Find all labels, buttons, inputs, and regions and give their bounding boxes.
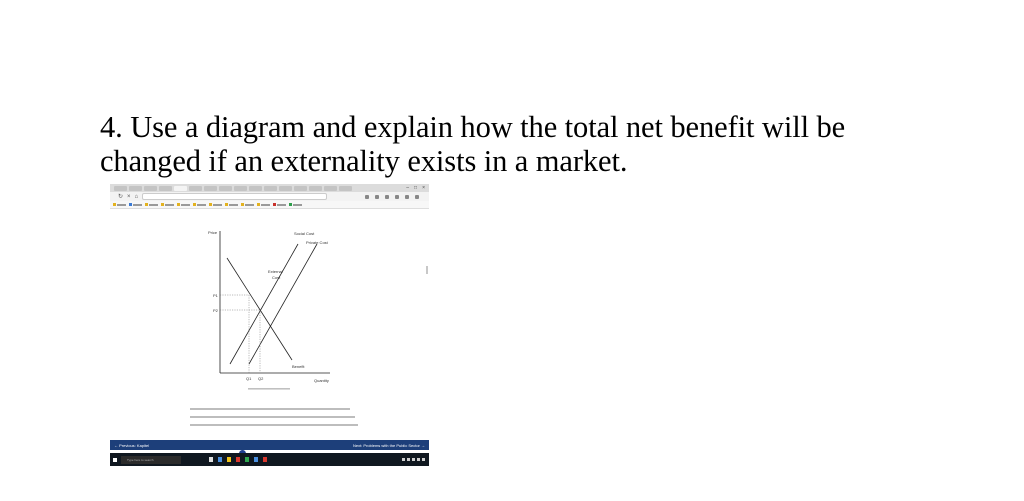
file-explorer-icon[interactable]	[227, 457, 231, 462]
question-line-1: 4. Use a diagram and explain how the total net benefit will be	[100, 110, 846, 144]
taskbar-apps	[209, 457, 267, 462]
lock-icon: ⌂	[134, 193, 139, 200]
external-cost-label: Cost	[272, 275, 281, 280]
previous-chapter-link[interactable]: ← Previous: Kapitel	[114, 442, 150, 448]
question-text	[100, 110, 1000, 178]
minimize-icon[interactable]: –	[406, 184, 410, 191]
taskbar-search[interactable]: Type here to search	[121, 456, 181, 464]
embedded-screenshot	[110, 184, 429, 466]
tray-icon[interactable]	[407, 458, 410, 461]
body-paragraph	[190, 408, 360, 432]
x-axis-label: Quantity	[314, 378, 329, 383]
y-axis-label: Price	[208, 230, 218, 235]
text-line	[190, 408, 350, 410]
close-icon[interactable]: ×	[422, 184, 425, 191]
benefit-label: Benefit	[292, 364, 305, 369]
q1-label: Q1	[246, 376, 252, 381]
social-cost-curve	[230, 244, 298, 364]
word-icon[interactable]	[254, 457, 258, 462]
chrome-icon[interactable]	[236, 457, 240, 462]
p2-label: P2	[213, 308, 218, 313]
scrollbar-thumb[interactable]	[426, 266, 428, 274]
next-chapter-link[interactable]: Next: Problems with the Public Sector →	[352, 442, 425, 448]
acrobat-icon[interactable]	[263, 457, 267, 462]
figure-caption	[248, 388, 290, 390]
tray-icon[interactable]	[417, 458, 420, 461]
text-line	[190, 424, 358, 426]
clock-icon[interactable]	[422, 458, 425, 461]
system-tray	[402, 458, 429, 461]
windows-taskbar	[110, 453, 429, 466]
windows-start-icon[interactable]	[113, 458, 117, 462]
reload-icon[interactable]: ↻	[118, 193, 124, 200]
social-cost-label: Social Cost	[294, 231, 315, 236]
text-line	[190, 416, 355, 418]
edge-icon[interactable]	[218, 457, 222, 462]
stop-icon[interactable]: ×	[127, 193, 131, 200]
tray-icon[interactable]	[412, 458, 415, 461]
p1-label: P1	[213, 293, 218, 298]
task-view-icon[interactable]	[209, 457, 213, 462]
excel-icon[interactable]	[245, 457, 249, 462]
external-cost-label: External	[268, 269, 283, 274]
question-line-2: changed if an externality exists in a market.	[100, 144, 628, 178]
q2-label: Q2	[258, 376, 264, 381]
tray-icon[interactable]	[402, 458, 405, 461]
private-cost-label: Private Cost	[306, 240, 328, 245]
maximize-icon[interactable]: □	[414, 184, 418, 191]
chapter-navigation	[110, 440, 429, 450]
